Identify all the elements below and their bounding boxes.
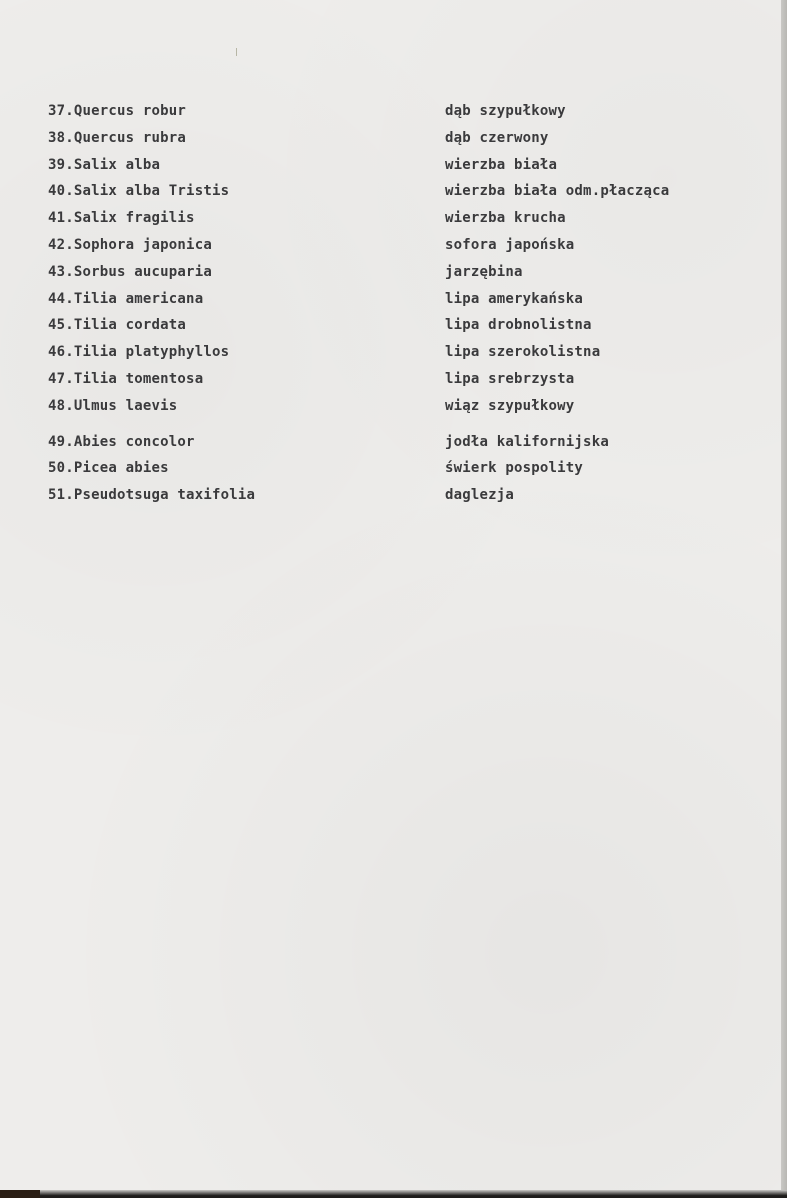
list-item [48,286,748,313]
polish-name: lipa drobnolistna [445,317,592,334]
list-item [48,366,748,393]
polish-name: świerk pospolity [445,460,584,477]
polish-name: dąb czerwony [445,129,549,146]
list-item [48,393,748,420]
polish-name: jodła kalifornijska [445,433,609,450]
list-item [48,455,748,482]
polish-name: daglezja [445,487,515,504]
polish-name: lipa amerykańska [445,290,584,307]
list-item [48,125,748,152]
latin-name: 37.Quercus robur [48,103,187,119]
list-item [48,339,748,366]
paper-speck [236,48,237,56]
list-item [48,98,748,125]
polish-name: lipa szerokolistna [445,344,601,361]
polish-name: wiąz szypułkowy [445,397,575,414]
latin-name: 42.Sophora japonica [48,236,212,253]
latin-name: 48.Ulmus laevis [48,397,178,414]
polish-name: wierzba krucha [445,210,566,227]
list-item [48,205,748,232]
latin-name: 44.Tilia americana [48,290,204,307]
latin-name: 50.Picea abies [48,460,169,477]
list-item [48,312,748,339]
list-item [48,152,748,179]
list-item [48,429,748,456]
latin-name: 45.Tilia cordata [48,317,187,334]
latin-name: 39.Salix alba [48,156,161,173]
latin-name: 49.Abies concolor [48,433,195,450]
page-edge-corner [0,1190,40,1198]
page-edge-bottom [0,1190,787,1198]
latin-name: 46.Tilia platyphyllos [48,344,230,361]
list-item [48,232,748,259]
polish-name: dąb szypułkowy [445,103,566,119]
polish-name: jarzębina [445,263,523,280]
page-edge-right [781,0,787,1198]
latin-name: 47.Tilia tomentosa [48,370,204,387]
polish-name: wierzba biała odm.płacząca [445,183,670,200]
group-separator [48,420,748,429]
species-list [48,98,748,509]
list-item [48,178,748,205]
polish-name: sofora japońska [445,236,575,253]
polish-name: lipa srebrzysta [445,370,575,387]
latin-name: 51.Pseudotsuga taxifolia [48,487,256,504]
latin-name: 40.Salix alba Tristis [48,183,230,200]
list-item [48,259,748,286]
list-item [48,482,748,509]
polish-name: wierzba biała [445,156,558,173]
latin-name: 38.Quercus rubra [48,129,187,146]
latin-name: 41.Salix fragilis [48,210,195,227]
latin-name: 43.Sorbus aucuparia [48,263,212,280]
